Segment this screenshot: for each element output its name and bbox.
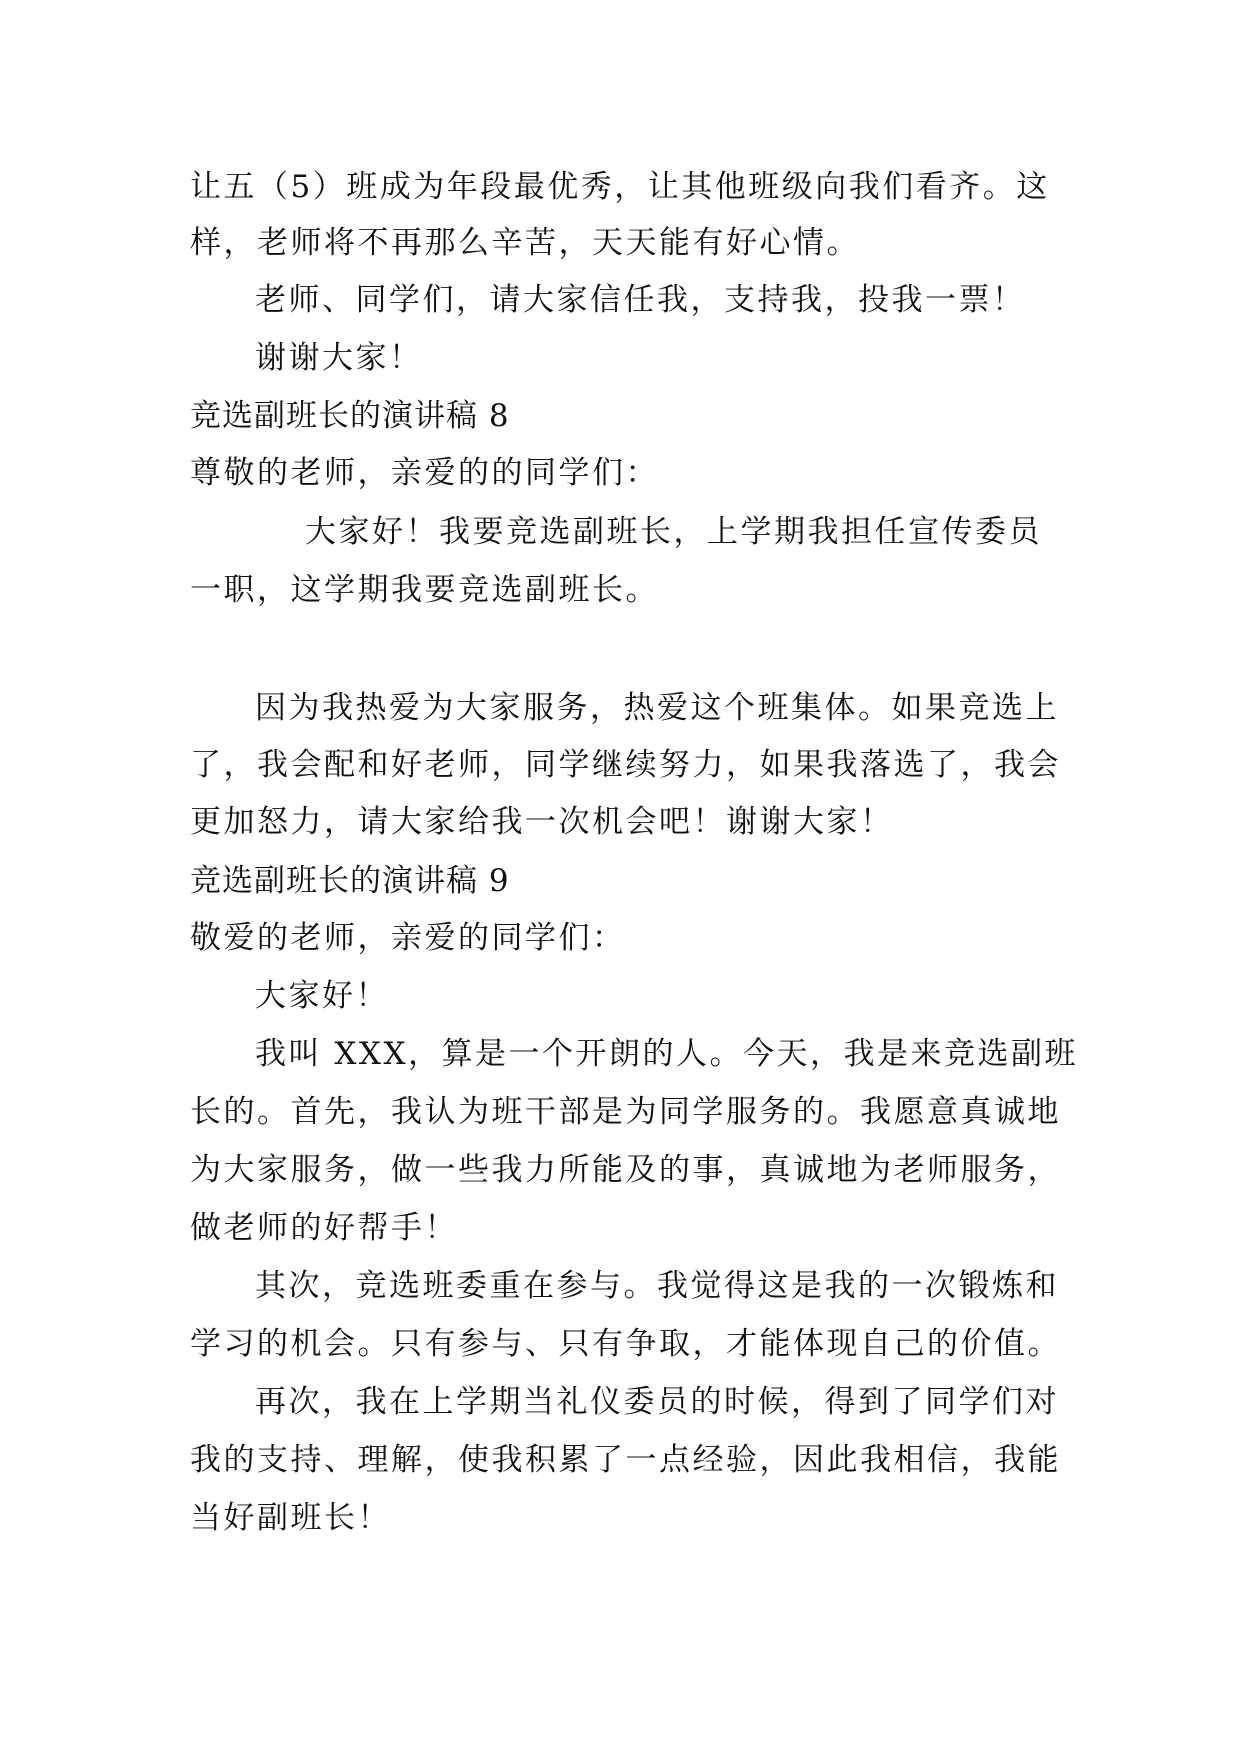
section-heading: 竞选副班长的演讲稿 9 xyxy=(190,863,510,899)
paragraph-line: 做老师的好帮手！ xyxy=(190,1210,458,1246)
paragraph-line: 大家好！我要竞选副班长，上学期我担任宣传委员 xyxy=(305,514,1042,550)
paragraph-line: 学习的机会。只有参与、只有争取，才能体现自己的价值。 xyxy=(190,1326,1061,1362)
paragraph-line: 谢谢大家！ xyxy=(255,340,423,376)
paragraph-line: 我的支持、理解，使我积累了一点经验，因此我相信，我能 xyxy=(190,1442,1061,1478)
paragraph-line: 其次，竞选班委重在参与。我觉得这是我的一次锻炼和 xyxy=(255,1268,1059,1304)
paragraph-line: 一职，这学期我要竞选副班长。 xyxy=(190,572,659,608)
paragraph-line: 当好副班长！ xyxy=(190,1500,391,1536)
paragraph-line: 因为我热爱为大家服务，热爱这个班集体。如果竞选上 xyxy=(255,690,1059,726)
paragraph-line: 了，我会配和好老师，同学继续努力，如果我落选了，我会 xyxy=(190,747,1061,783)
paragraph-line: 老师、同学们，请大家信任我，支持我，投我一票！ xyxy=(255,282,1026,318)
paragraph-line: 大家好！ xyxy=(255,978,389,1014)
paragraph-line: 更加怒力，请大家给我一次机会吧！谢谢大家！ xyxy=(190,804,894,840)
salutation: 尊敬的老师，亲爱的的同学们： xyxy=(190,455,659,491)
paragraph-line: 让五（5）班成为年段最优秀，让其他班级向我们看齐。这 xyxy=(190,169,1050,205)
salutation: 敬爱的老师，亲爱的同学们： xyxy=(190,920,626,956)
paragraph-line: 为大家服务，做一些我力所能及的事，真诚地为老师服务， xyxy=(190,1152,1061,1188)
paragraph-line: 我叫 XXX，算是一个开朗的人。今天，我是来竞选副班 xyxy=(255,1036,1079,1072)
section-heading: 竞选副班长的演讲稿 8 xyxy=(190,398,510,434)
paragraph-line: 长的。首先，我认为班干部是为同学服务的。我愿意真诚地 xyxy=(190,1094,1061,1130)
paragraph-line: 样，老师将不再那么辛苦，天天能有好心情。 xyxy=(190,225,860,261)
paragraph-line: 再次，我在上学期当礼仪委员的时候，得到了同学们对 xyxy=(255,1384,1059,1420)
